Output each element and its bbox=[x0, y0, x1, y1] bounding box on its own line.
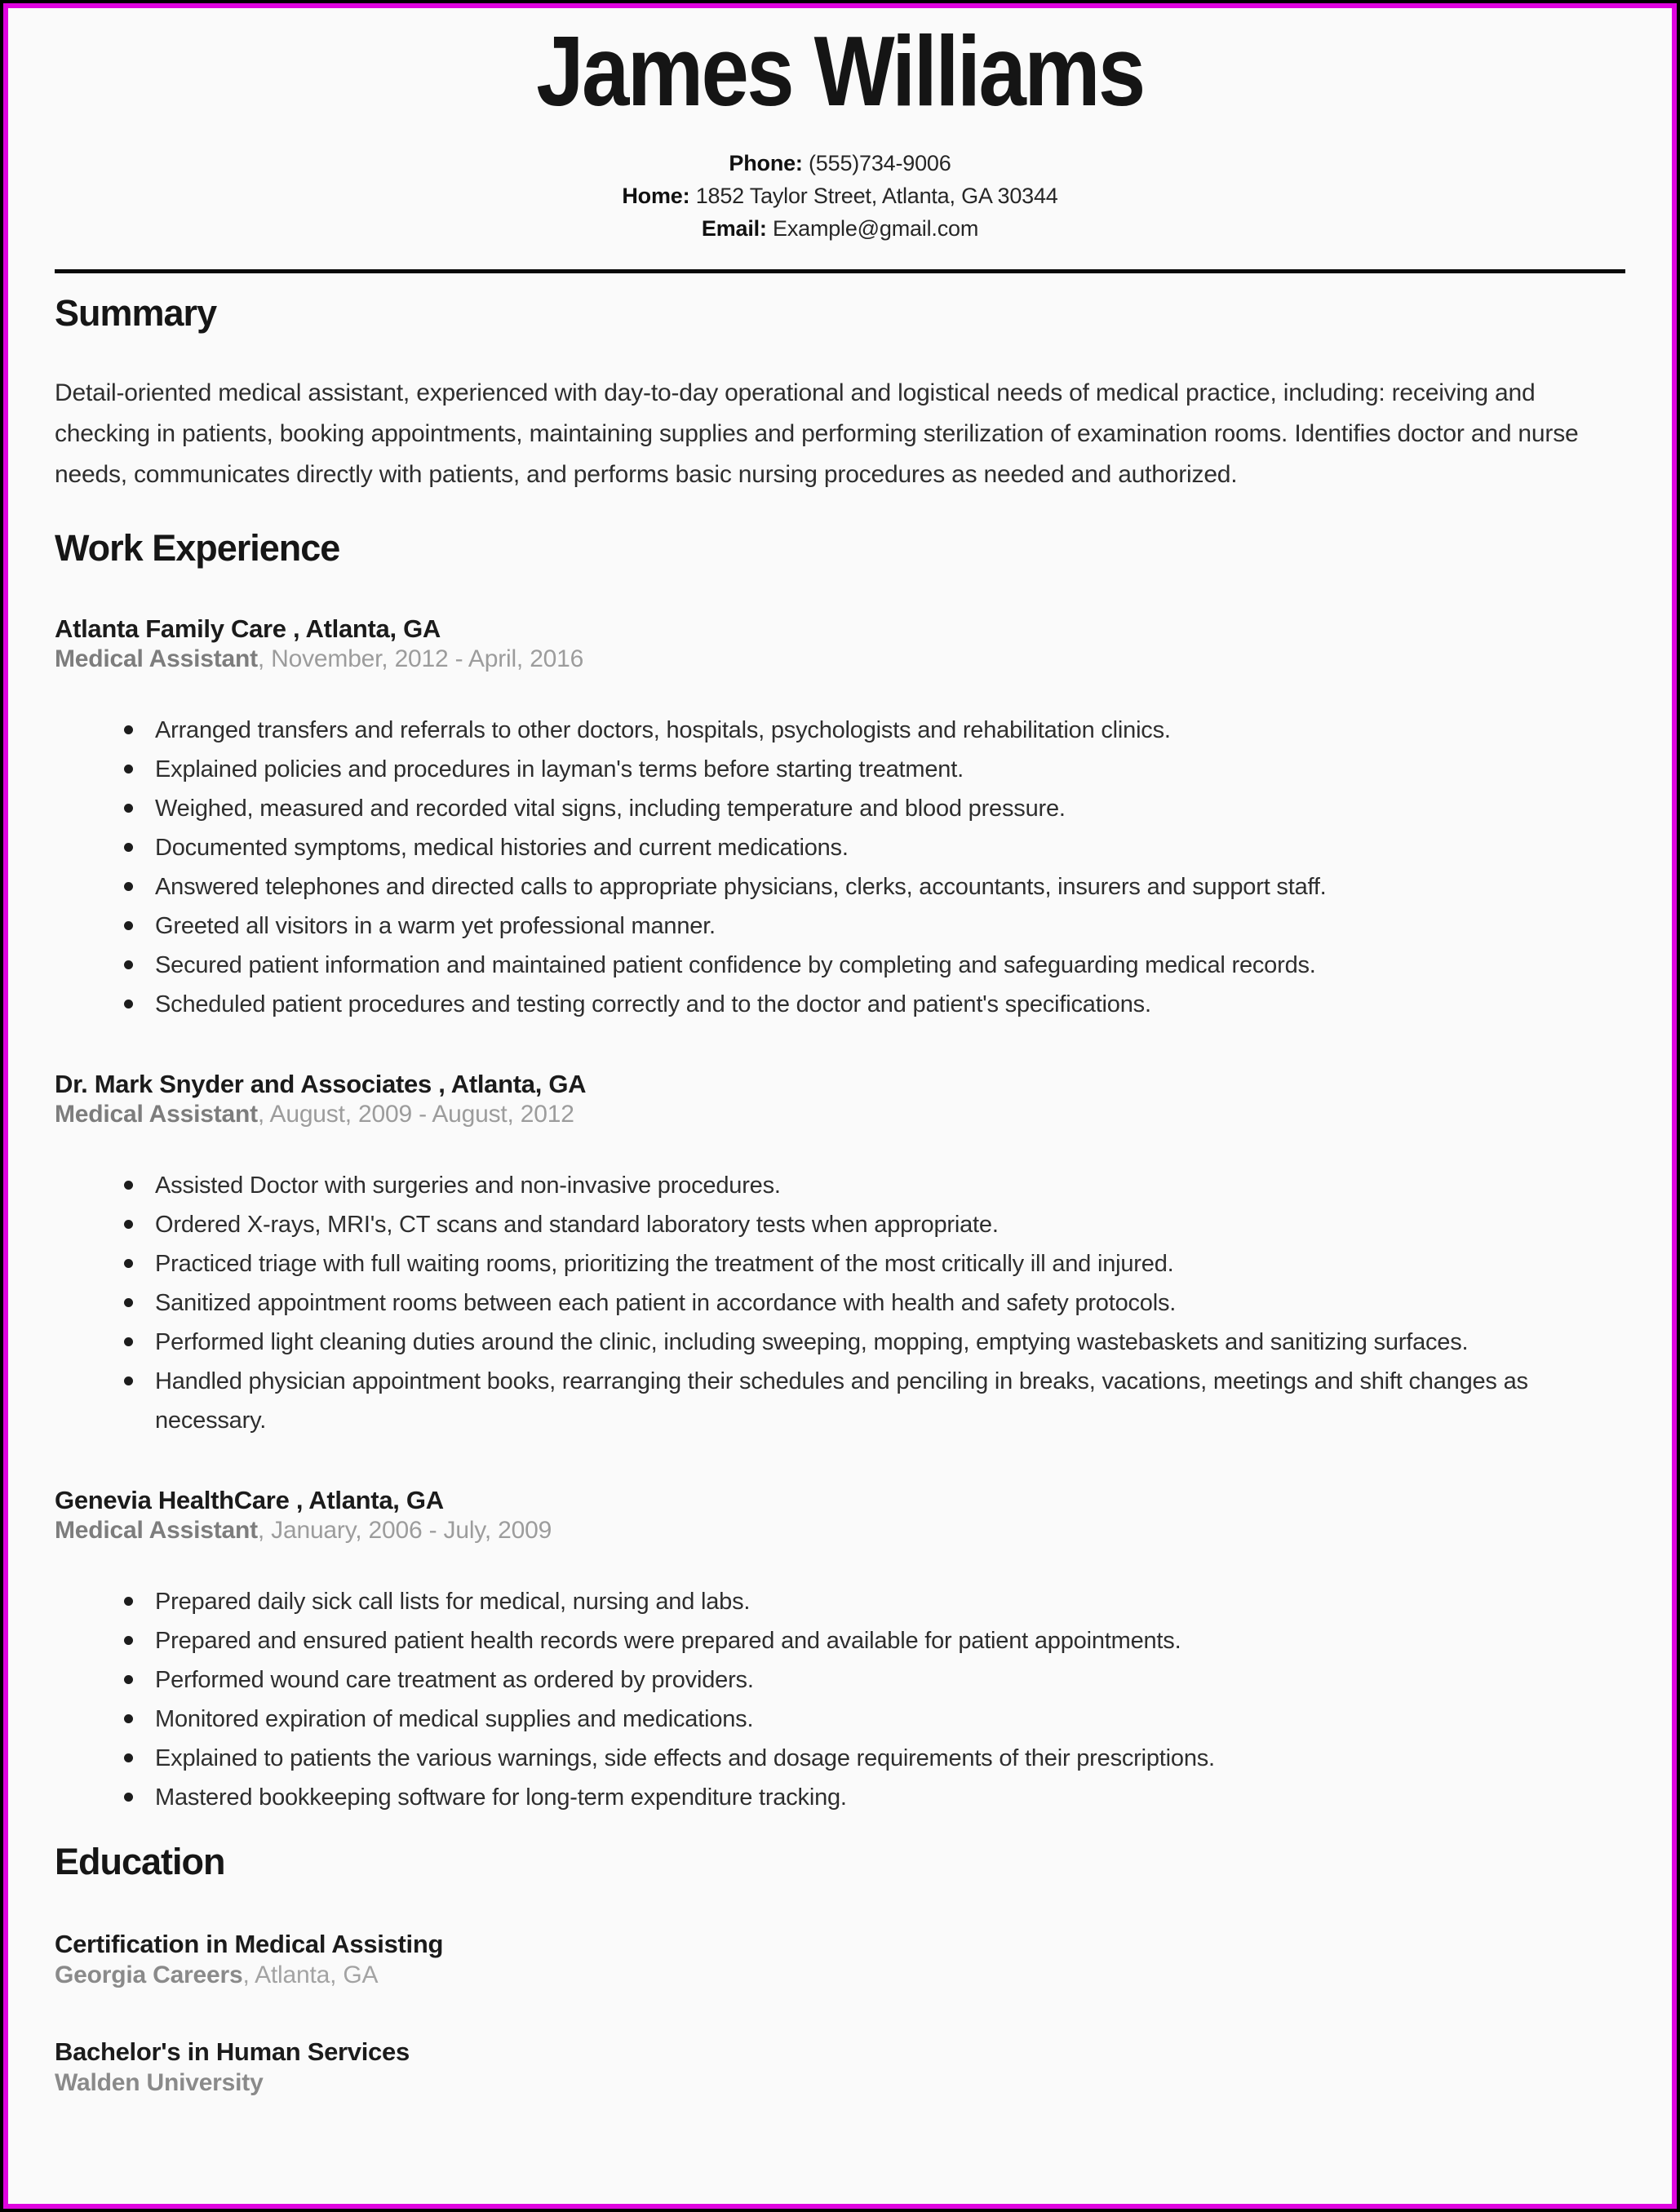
company-name: Genevia HealthCare bbox=[55, 1486, 290, 1515]
bullet-item: Arranged transfers and referrals to other doctors, hospitals, psychologists and rehabilitation clinics. bbox=[155, 711, 1625, 750]
header-divider bbox=[55, 269, 1625, 273]
bullet-item: Answered telephones and directed calls to appropriate physicians, clerks, accountants, insurers and support staff. bbox=[155, 867, 1625, 907]
bullet-item: Sanitized appointment rooms between each patient in accordance with health and safety protocols. bbox=[155, 1283, 1625, 1323]
contact-phone-value: (555)734-9006 bbox=[802, 151, 951, 176]
job-dates: , January, 2006 - July, 2009 bbox=[257, 1517, 552, 1545]
school-line bbox=[55, 1961, 1625, 1990]
contact-block bbox=[55, 147, 1625, 245]
job-title-line bbox=[55, 1517, 1625, 1545]
contact-email-label: Email: bbox=[701, 216, 767, 242]
bullet-item: Ordered X-rays, MRI's, CT scans and standard laboratory tests when appropriate. bbox=[155, 1205, 1625, 1244]
bullet-item: Practiced triage with full waiting rooms, prioritizing the treatment of the most critically ill and injured. bbox=[155, 1244, 1625, 1283]
job-dates: , August, 2009 - August, 2012 bbox=[257, 1101, 574, 1128]
resume-header bbox=[55, 16, 1625, 245]
bullet-item: Handled physician appointment books, rearranging their schedules and penciling in breaks, vacations, meetings and shift changes as necessary. bbox=[155, 1362, 1625, 1440]
school-name: Georgia Careers bbox=[55, 1962, 243, 1989]
contact-email bbox=[55, 212, 1625, 245]
contact-home bbox=[55, 180, 1625, 212]
school-name: Walden University bbox=[55, 2069, 264, 2097]
job-bullet-list bbox=[55, 1166, 1625, 1440]
job-title-line bbox=[55, 645, 1625, 673]
contact-phone-label: Phone: bbox=[729, 151, 803, 176]
bullet-item: Monitored expiration of medical supplies and medications. bbox=[155, 1700, 1625, 1739]
bullet-item: Prepared daily sick call lists for medical, nursing and labs. bbox=[155, 1582, 1625, 1621]
job-bullet-list bbox=[55, 711, 1625, 1024]
section-heading-education: Education bbox=[55, 1841, 225, 1883]
contact-phone bbox=[55, 147, 1625, 180]
job-title: Medical Assistant bbox=[55, 1101, 258, 1128]
bullet-item: Explained policies and procedures in layman's terms before starting treatment. bbox=[155, 750, 1625, 789]
job-entry-atlanta-family-care bbox=[55, 614, 1625, 1024]
company-location: , Atlanta, GA bbox=[289, 1486, 444, 1515]
job-title-line bbox=[55, 1101, 1625, 1128]
resume-page bbox=[3, 3, 1677, 2209]
job-company-line bbox=[55, 1486, 1625, 1515]
section-heading-work-experience: Work Experience bbox=[55, 527, 340, 570]
bullet-item: Performed wound care treatment as ordered by providers. bbox=[155, 1660, 1625, 1700]
company-location: , Atlanta, GA bbox=[431, 1070, 587, 1099]
job-entry-dr-mark-snyder bbox=[55, 1070, 1625, 1440]
section-heading-summary: Summary bbox=[55, 292, 217, 335]
job-company-line bbox=[55, 614, 1625, 644]
job-bullet-list bbox=[55, 1582, 1625, 1817]
company-name: Atlanta Family Care bbox=[55, 614, 286, 644]
school-line bbox=[55, 2068, 1625, 2098]
summary-text: Detail-oriented medical assistant, experienced with day-to-day operational and logistical needs of medical practice, including: receiving and checking in patients, booking appointments, maintaining supplies and performing sterilization of examination rooms. Identifies doctor and nurse needs, communicates directly with patients, and performs basic nursing procedures as needed and authorized. bbox=[55, 379, 1579, 489]
bullet-item: Performed light cleaning duties around the clinic, including sweeping, mopping, emptying wastebaskets and sanitizing surfaces. bbox=[155, 1323, 1625, 1362]
bullet-item: Secured patient information and maintained patient confidence by completing and safeguarding medical records. bbox=[155, 946, 1625, 985]
bullet-item: Greeted all visitors in a warm yet professional manner. bbox=[155, 907, 1625, 946]
bullet-item: Assisted Doctor with surgeries and non-invasive procedures. bbox=[155, 1166, 1625, 1205]
bullet-item: Documented symptoms, medical histories and current medications. bbox=[155, 828, 1625, 867]
company-location: , Atlanta, GA bbox=[286, 614, 441, 644]
job-title: Medical Assistant bbox=[55, 645, 258, 673]
job-dates: , November, 2012 - April, 2016 bbox=[257, 645, 584, 673]
education-entry-bachelors bbox=[55, 2037, 1625, 2098]
job-company-line bbox=[55, 1070, 1625, 1099]
contact-home-value: 1852 Taylor Street, Atlanta, GA 30344 bbox=[689, 184, 1058, 209]
degree-name: Certification in Medical Assisting bbox=[55, 1930, 444, 1959]
bullet-item: Prepared and ensured patient health records were prepared and available for patient appointments. bbox=[155, 1621, 1625, 1660]
contact-email-value: Example@gmail.com bbox=[766, 216, 979, 242]
person-name: James Williams bbox=[536, 16, 1144, 126]
job-entry-genevia-healthcare bbox=[55, 1486, 1625, 1817]
bullet-item: Weighed, measured and recorded vital signs, including temperature and blood pressure. bbox=[155, 789, 1625, 828]
bullet-item: Scheduled patient procedures and testing correctly and to the doctor and patient's specifications. bbox=[155, 985, 1625, 1024]
bullet-item: Explained to patients the various warnings, side effects and dosage requirements of their prescriptions. bbox=[155, 1739, 1625, 1778]
school-location: , Atlanta, GA bbox=[242, 1962, 379, 1989]
company-name: Dr. Mark Snyder and Associates bbox=[55, 1070, 432, 1099]
degree-name: Bachelor's in Human Services bbox=[55, 2037, 410, 2067]
job-title: Medical Assistant bbox=[55, 1517, 258, 1545]
contact-home-label: Home: bbox=[622, 184, 690, 209]
bullet-item: Mastered bookkeeping software for long-term expenditure tracking. bbox=[155, 1778, 1625, 1817]
education-entry-certification bbox=[55, 1930, 1625, 1990]
